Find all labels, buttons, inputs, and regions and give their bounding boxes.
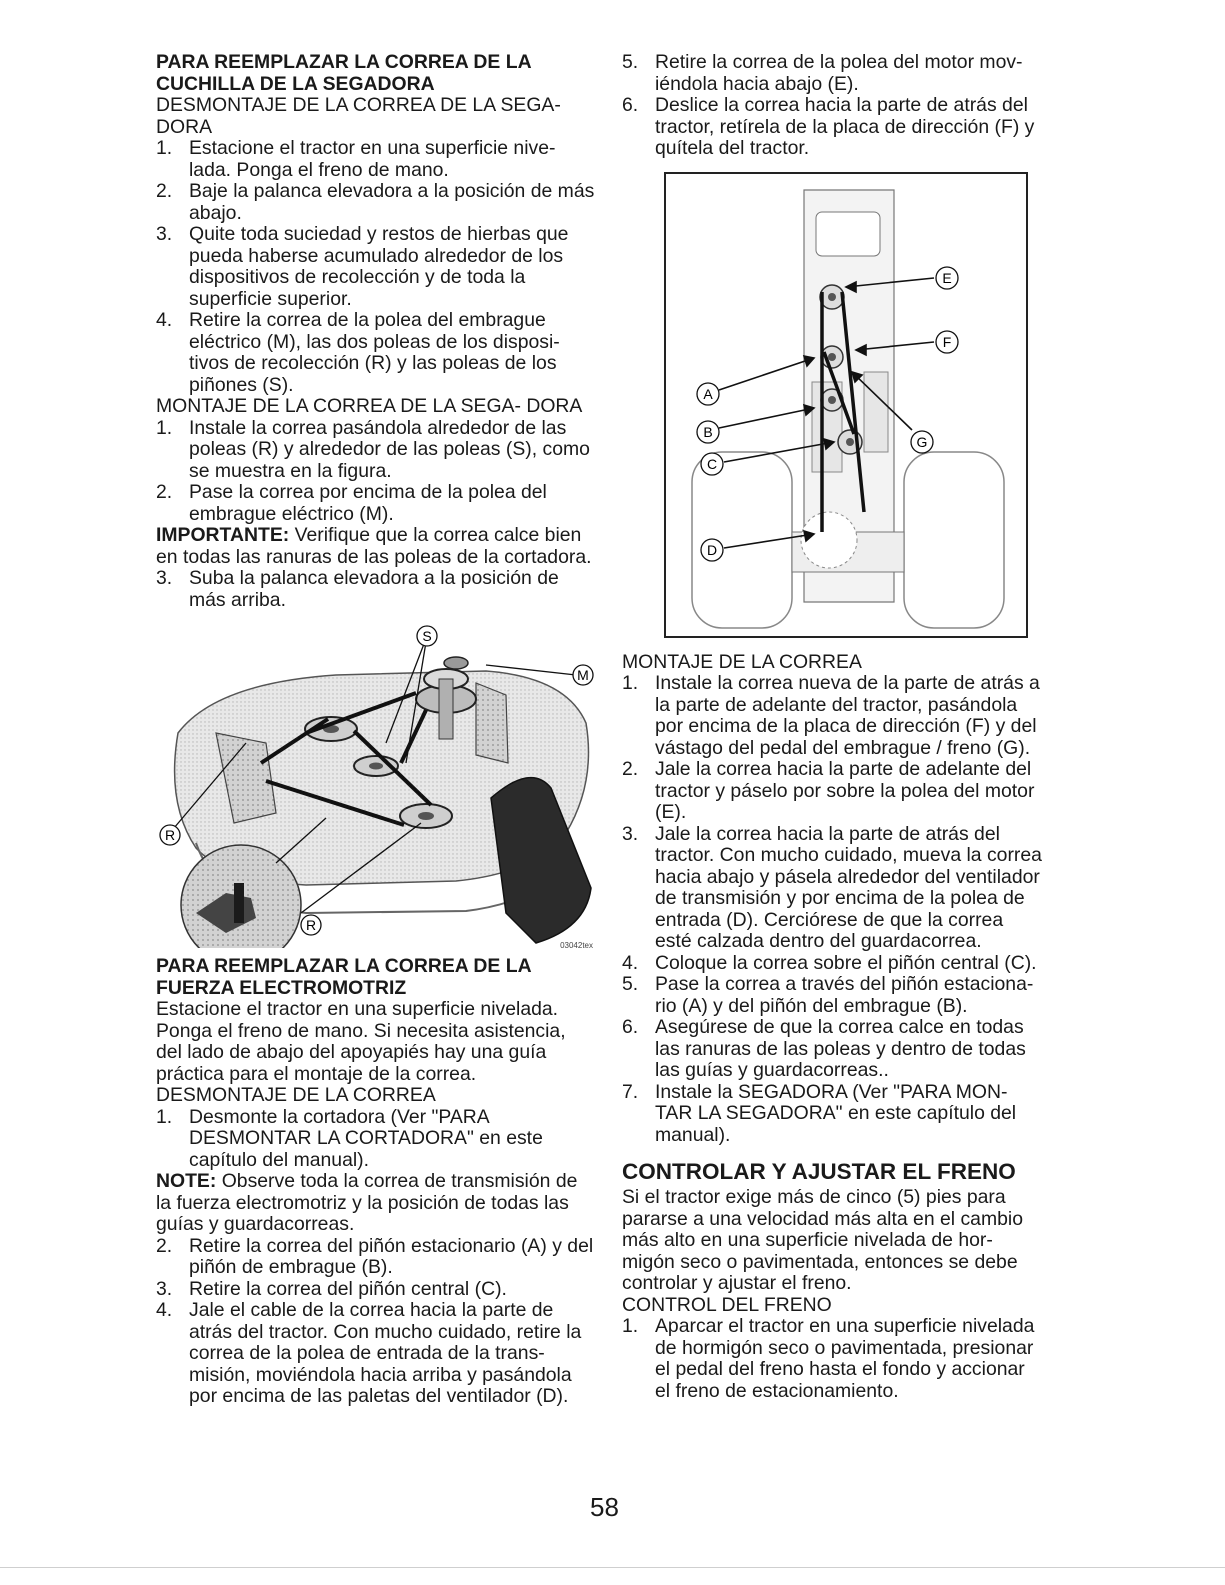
label-s: S	[422, 628, 432, 644]
mower-deck-belt-diagram	[156, 613, 596, 948]
left-column	[156, 52, 596, 1408]
list-item-text: Desmonte la cortadora (Ver "PARA DESMONTAR LA CORTADORA" en este capítulo del manual).	[189, 1105, 543, 1171]
list-item	[622, 824, 1042, 953]
list-item	[156, 568, 596, 611]
drive-belt-removal-steps-cont	[156, 1236, 596, 1408]
list-item	[622, 673, 1042, 759]
list-item-number: 1.	[622, 672, 639, 694]
tractor-drive-belt-diagram	[664, 172, 1028, 638]
right-column	[622, 52, 1042, 1402]
list-item	[622, 1017, 1042, 1082]
list-item-text: Jale la correa hacia la parte de adelante del tractor y páselo por sobre la polea del motor (E).	[655, 758, 1035, 823]
list-item	[156, 1279, 596, 1301]
brake-intro: Si el tractor exige más de cinco (5) pies para pararse a una velocidad más alta en el cambio más alto en una superficie nivelada de hor- migón seco o pavimentada, entonces se debe controlar y ajustar el freno.	[622, 1186, 1023, 1294]
label-m: M	[577, 667, 589, 683]
list-item-text: Instale la correa pasándola alrededor de las poleas (R) y alrededor de las poleas (S), como se muestra en la figura.	[189, 416, 590, 482]
list-item-text: Instale la SEGADORA (Ver "PARA MON- TAR LA SEGADORA" en este capítulo del manual).	[655, 1080, 1017, 1146]
list-item-number: 4.	[156, 309, 173, 331]
section-heading-brake: CONTROLAR Y AJUSTAR EL FRENO	[622, 1159, 1016, 1184]
brake-control-steps	[622, 1316, 1042, 1402]
list-item	[156, 482, 596, 525]
list-item-text: Retire la correa del piñón estacionario (A) y del piñón de embrague (B).	[189, 1234, 594, 1278]
list-item-number: 6.	[622, 1016, 639, 1038]
list-item-text: Retire la correa del piñón central (C).	[189, 1277, 507, 1300]
list-item-text: Suba la palanca elevadora a la posición de más arriba.	[189, 567, 559, 611]
label-b: B	[703, 423, 713, 440]
list-item	[622, 1316, 1042, 1402]
list-item-number: 4.	[156, 1299, 173, 1321]
list-item	[622, 759, 1042, 824]
belt-installation-steps	[622, 673, 1042, 1146]
subheading-mower-belt-removal: DESMONTAJE DE LA CORREA DE LA SEGA- DORA	[156, 94, 561, 138]
list-item	[622, 974, 1042, 1017]
list-item-number: 2.	[156, 1234, 173, 1257]
label-a: A	[703, 385, 713, 402]
note-text: Observe toda la correa de transmisión de la fuerza electromotriz y la posición de todas las guías y guardacorreas.	[156, 1170, 578, 1235]
list-item-number: 6.	[622, 94, 639, 116]
important-label: IMPORTANTE:	[156, 524, 290, 546]
label-g: G	[916, 433, 928, 450]
list-item	[156, 181, 596, 224]
list-item	[156, 224, 596, 310]
subheading-belt-installation: MONTAJE DE LA CORREA	[622, 650, 862, 673]
list-item-number: 3.	[156, 567, 173, 589]
section-heading-mower-belt: PARA REEMPLAZAR LA CORREA DE LA CUCHILLA DE LA SEGADORA	[156, 51, 531, 95]
subheading-mower-belt-installation: MONTAJE DE LA CORREA DE LA SEGA- DORA	[156, 395, 583, 417]
list-item-number: 7.	[622, 1080, 639, 1103]
list-item-number: 1.	[156, 416, 173, 439]
list-item	[156, 1107, 596, 1172]
label-r-bottom: R	[305, 917, 317, 933]
list-item-number: 1.	[622, 1315, 639, 1337]
list-item-text: Instale la correa nueva de la parte de atrás a la parte de adelante del tractor, pasándola por encima de la placa de dirección (F) y del vástago del pedal del embrague / freno (G).	[655, 672, 1040, 759]
list-item	[156, 138, 596, 181]
note-label: NOTE:	[156, 1170, 217, 1192]
list-item	[156, 1236, 596, 1279]
drive-belt-intro: Estacione el tractor en una superficie nivelada. Ponga el freno de mano. Si necesita asistencia, del lado de abajo del apoyapiés hay una guía práctica para el montaje de la correa.	[156, 998, 566, 1085]
list-item-text: Asegúrese de que la correa calce en todas las ranuras de las poleas y dentro de todas las guías y guardacorreas..	[655, 1016, 1026, 1081]
drive-belt-removal-steps-right	[622, 52, 1042, 160]
important-text: Verifique que la correa calce bien en todas las ranuras de las poleas de la cortadora.	[156, 524, 592, 568]
label-d: D	[706, 541, 718, 558]
list-item	[622, 52, 1042, 95]
list-item-text: Retire la correa de la polea del embrague eléctrico (M), las dos poleas de los disposi- tivos de recolección (R) y las poleas de los piñones (S).	[189, 309, 560, 396]
important-note	[156, 525, 596, 568]
list-item-text: Retire la correa de la polea del motor mov- iéndola hacia abajo (E).	[655, 51, 1023, 95]
figure-code: 03042tex	[560, 941, 593, 948]
list-item	[622, 953, 1042, 975]
list-item-text: Coloque la correa sobre el piñón central (C).	[655, 951, 1037, 974]
list-item	[622, 95, 1042, 160]
subheading-brake-control: CONTROL DEL FRENO	[622, 1293, 832, 1316]
list-item-text: Deslice la correa hacia la parte de atrás del tractor, retírela de la placa de dirección (F) y quítela del tractor.	[655, 94, 1035, 159]
list-item-text: Pase la correa a través del piñón estaciona- rio (A) y del piñón del embrague (B).	[655, 973, 1034, 1017]
list-item-number: 1.	[156, 137, 173, 159]
list-item-number: 2.	[156, 180, 173, 202]
list-item-number: 1.	[156, 1105, 173, 1128]
list-item	[622, 1082, 1042, 1147]
list-item	[156, 418, 596, 483]
mower-belt-removal-steps	[156, 138, 596, 396]
list-item-text: Aparcar el tractor en una superficie nivelada de hormigón seco o pavimentada, presionar el pedal del freno hasta el fondo y accionar el freno de estacionamiento.	[655, 1315, 1035, 1402]
label-f: F	[942, 333, 952, 350]
subheading-drive-belt-removal: DESMONTAJE DE LA CORREA	[156, 1084, 436, 1106]
list-item-text: Baje la palanca elevadora a la posición de más abajo.	[189, 180, 595, 224]
label-e: E	[942, 269, 952, 286]
list-item	[156, 1300, 596, 1408]
list-item	[156, 310, 596, 396]
list-item-text: Jale la correa hacia la parte de atrás del tractor. Con mucho cuidado, mueva la correa hacia abajo y pásela alrededor del ventilador de transmisión y por encima de la polea de entrada (D). Cerciórese de que la correa esté calzada dentro del guardacorrea.	[655, 822, 1042, 952]
list-item-number: 3.	[156, 1277, 173, 1300]
list-item-number: 3.	[156, 223, 173, 245]
list-item-number: 4.	[622, 951, 639, 974]
list-item-number: 5.	[622, 973, 639, 995]
section-heading-drive-belt: PARA REEMPLAZAR LA CORREA DE LA FUERZA ELECTROMOTRIZ	[156, 955, 531, 999]
list-item-text: Quite toda suciedad y restos de hierbas que pueda haberse acumulado alrededor de los dispositivos de recolección y de toda la superficie superior.	[189, 223, 569, 310]
label-r-left: R	[164, 827, 176, 843]
drive-belt-removal-steps	[156, 1107, 596, 1172]
list-item-text: Jale el cable de la correa hacia la parte de atrás del tractor. Con mucho cuidado, retire la correa de la polea de entrada de la trans- misión, moviéndola hacia arriba y pasándola por encima de las paletas del ventilador (D).	[189, 1299, 582, 1407]
list-item-number: 2.	[622, 758, 639, 780]
list-item-number: 3.	[622, 822, 639, 845]
note	[156, 1171, 596, 1236]
label-c: C	[706, 455, 718, 472]
mower-belt-installation-steps-cont	[156, 568, 596, 611]
mower-belt-installation-steps	[156, 418, 596, 526]
list-item-number: 5.	[622, 51, 639, 73]
list-item-text: Pase la correa por encima de la polea del embrague eléctrico (M).	[189, 481, 547, 525]
list-item-number: 2.	[156, 481, 173, 503]
list-item-text: Estacione el tractor en una superficie nive- lada. Ponga el freno de mano.	[189, 137, 556, 181]
page-number: 58	[590, 1492, 619, 1522]
footer-divider	[0, 1567, 1225, 1568]
